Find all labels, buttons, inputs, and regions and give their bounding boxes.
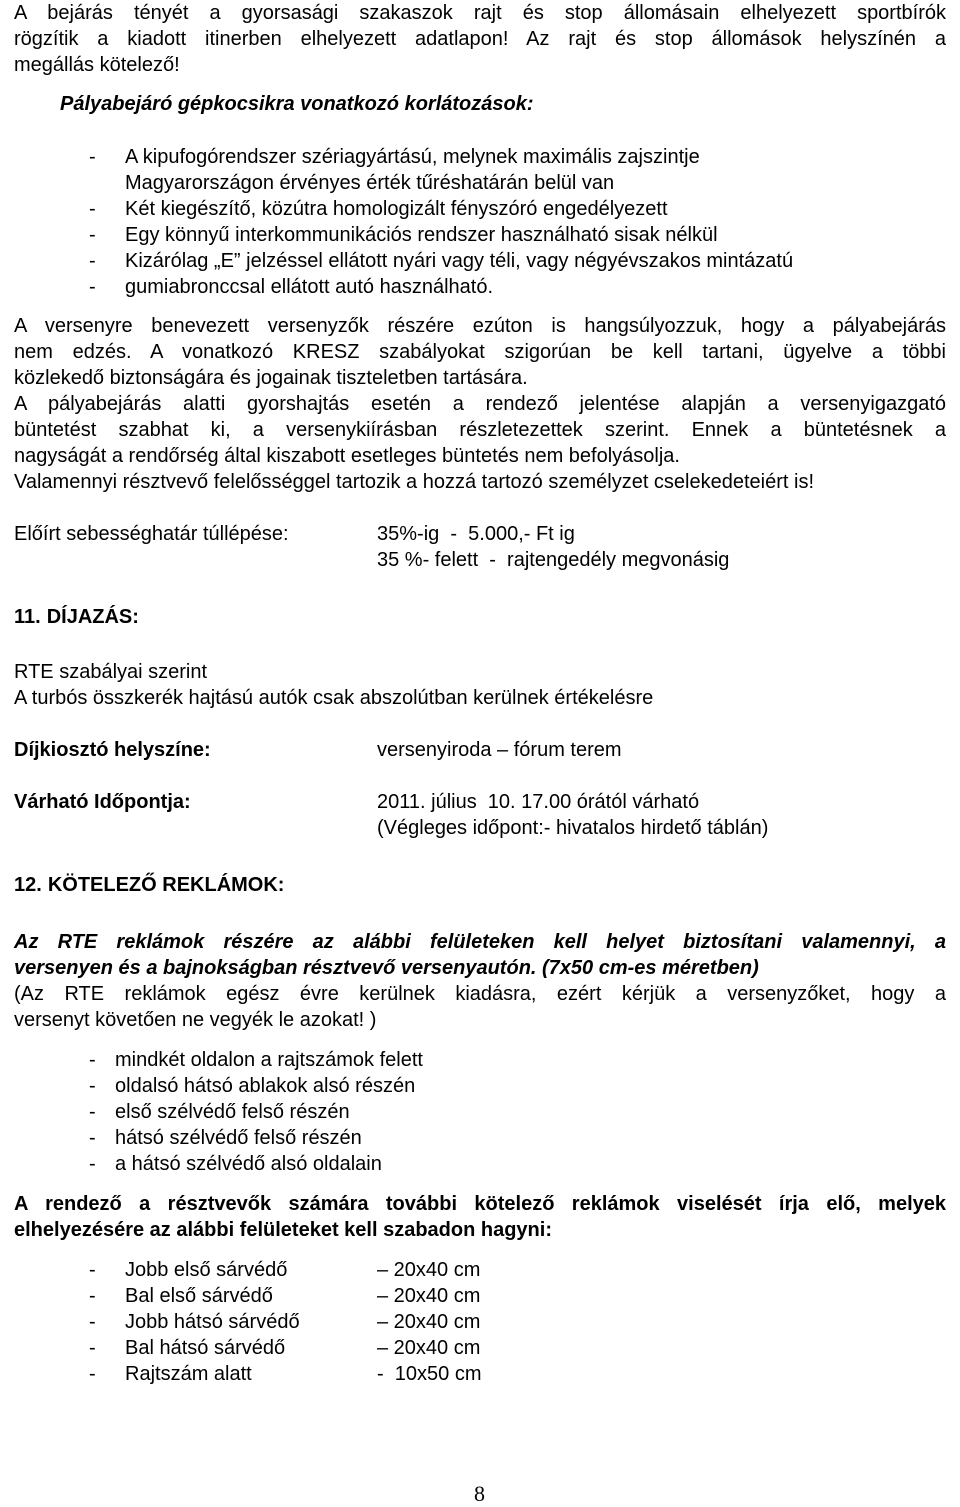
page-number: 8: [474, 1481, 485, 1506]
list-item-text: Magyarországon érvényes érték tűréshatárán belül van: [125, 172, 615, 194]
intro-line-2: rögzítik a kiadott itinerben elhelyezett adatlapon! Az rajt és stop állomások helyszínén a: [14, 28, 946, 50]
surface-name: Rajtszám alatt: [125, 1363, 252, 1385]
list-dash: -: [89, 1259, 96, 1281]
list-item-text: gumiabronccsal ellátott autó használható.: [125, 276, 494, 298]
surface-name: Jobb hátsó sárvédő: [125, 1311, 300, 1333]
time-value-2: (Végleges időpont:- hivatalos hirdető táblán): [377, 817, 769, 839]
list-dash: -: [89, 1285, 96, 1307]
surface-size: – 20x40 cm: [377, 1311, 481, 1333]
list-item-text: mindkét oldalon a rajtszámok felett: [115, 1049, 423, 1071]
list-item-text: a hátsó szélvédő alsó oldalain: [115, 1153, 382, 1175]
notice-line-3: közlekedő biztonságára és jogainak tiszteletben tartására.: [14, 367, 528, 389]
list-item-text: Kizárólag „E” jelzéssel ellátott nyári vagy téli, vagy négyévszakos mintázatú: [125, 250, 794, 272]
list-dash: -: [89, 1101, 96, 1123]
speed-value-1: 35%-ig - 5.000,- Ft ig: [377, 523, 575, 545]
notice-line-6: nagyságát a rendőrség által kiszabott esetleges büntetés nem befolyásolja.: [14, 445, 680, 467]
surface-name: Bal hátsó sárvédő: [125, 1337, 286, 1359]
surface-name: Bal első sárvédő: [125, 1285, 273, 1307]
section-12-heading: [14, 874, 284, 897]
list-dash: -: [89, 1153, 96, 1175]
list-item-text: A kipufogórendszer szériagyártású, melynek maximális zajszintje: [125, 146, 700, 168]
venue-value: versenyiroda – fórum terem: [377, 739, 622, 761]
speed-label: Előírt sebességhatár túllépése:: [14, 523, 289, 545]
intro-line-2-wrap: [14, 28, 946, 51]
surface-name: Jobb első sárvédő: [125, 1259, 288, 1281]
notice-line-1: A versenyre benevezett versenyzők részére ezúton is hangsúlyozzuk, hogy a pályabejárás: [14, 315, 946, 337]
surface-size: – 20x40 cm: [377, 1337, 481, 1359]
intro-line-1: A bejárás tényét a gyorsasági szakaszok rajt és stop állomásain elhelyezett sportbírók: [14, 2, 946, 24]
surface-size: – 20x40 cm: [377, 1285, 481, 1307]
time-value-1: 2011. július 10. 17.00 órától várható: [377, 791, 700, 813]
ads-note-line-1: (Az RTE reklámok egész évre kerülnek kiadásra, ezért kérjük a versenyzőket, hogy a: [14, 983, 946, 1005]
venue-label: Díjkiosztó helyszíne:: [14, 739, 211, 761]
list-dash: -: [89, 1127, 96, 1149]
list-dash: -: [89, 224, 96, 246]
ads-note-line-2: versenyt követően ne vegyék le azokat! ): [14, 1009, 377, 1031]
section-title: KÖTELEZŐ REKLÁMOK:: [47, 874, 285, 896]
list-item-text: első szélvédő felső részén: [115, 1101, 350, 1123]
list-dash: -: [89, 250, 96, 272]
section-11-heading: [14, 606, 139, 629]
section-number: 12.: [14, 874, 42, 896]
notice-line-4: A pályabejárás alatti gyorshajtás esetén a rendező jelentése alapján a versenyigazgató: [14, 393, 946, 415]
awards-line-2: A turbós összkerék hajtású autók csak abszolútban kerülnek értékelésre: [14, 687, 654, 709]
ads-bold-line-1: Az RTE reklámok részére az alábbi felületeken kell helyet biztosítani valamennyi, a: [14, 931, 946, 953]
list-dash: -: [89, 1363, 96, 1385]
awards-line-1: RTE szabályai szerint: [14, 661, 208, 683]
surface-size: - 10x50 cm: [377, 1363, 482, 1385]
restrictions-heading: Pályabejáró gépkocsikra vonatkozó korlátozások:: [60, 93, 534, 115]
list-dash: -: [89, 198, 96, 220]
surface-size: – 20x40 cm: [377, 1259, 481, 1281]
notice-line-2: nem edzés. A vonatkozó KRESZ szabályokat szigorúan be kell tartani, ügyelve a többi: [14, 341, 946, 363]
notice-line-7: Valamennyi résztvevő felelősséggel tartozik a hozzá tartozó személyzet cselekedeteiért is!: [14, 471, 815, 493]
time-label: Várható Időpontja:: [14, 791, 191, 813]
list-dash: -: [89, 1049, 96, 1071]
list-dash: -: [89, 146, 96, 168]
organizer-line-2: elhelyezésére az alábbi felületeket kell szabadon hagyni:: [14, 1219, 552, 1241]
list-item-text: oldalsó hátsó ablakok alsó részén: [115, 1075, 416, 1097]
ads-bold-line-2: versenyen és a bajnokságban résztvevő versenyautón. (7x50 cm-es méretben): [14, 957, 759, 979]
list-dash: -: [89, 276, 96, 298]
list-item-text: Egy könnyű interkommunikációs rendszer használható sisak nélkül: [125, 224, 718, 246]
speed-value-2: 35 %- felett - rajtengedély megvonásig: [377, 549, 730, 571]
intro-line-3: megállás kötelező!: [14, 54, 180, 76]
intro-paragraph: [14, 2, 946, 25]
list-item-text: hátsó szélvédő felső részén: [115, 1127, 362, 1149]
list-dash: -: [89, 1075, 96, 1097]
list-dash: -: [89, 1311, 96, 1333]
section-number: 11.: [14, 606, 41, 628]
section-title: DÍJAZÁS:: [46, 606, 139, 628]
list-item-text: Két kiegészítő, közútra homologizált fényszóró engedélyezett: [125, 198, 668, 220]
notice-line-5: büntetést szabhat ki, a versenykiírásban részletezettek szerint. Ennek a büntetésnek a: [14, 419, 946, 441]
list-dash: -: [89, 1337, 96, 1359]
organizer-line-1: A rendező a résztvevők számára további kötelező reklámok viselését írja elő, melyek: [14, 1193, 946, 1215]
